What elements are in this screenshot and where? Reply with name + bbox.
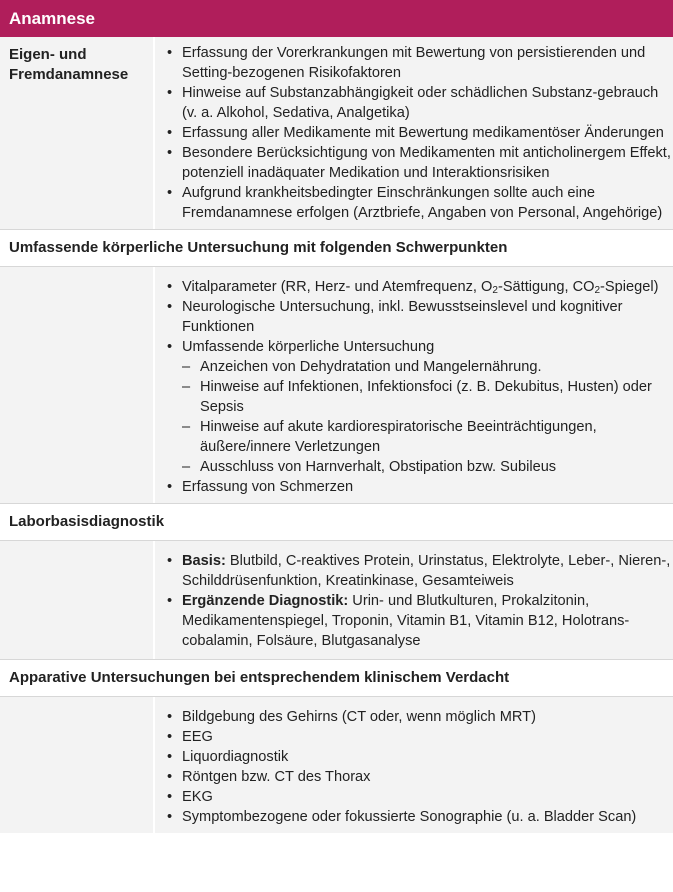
row-content (155, 541, 673, 659)
list-item: • Erfassung von Schmerzen (164, 477, 673, 497)
section-apparativ (0, 697, 673, 833)
section-header-labor: Laborbasisdiagnostik (0, 503, 673, 541)
list-item: • EEG (164, 727, 673, 747)
list-item: • Liquordiagnostik (164, 747, 673, 767)
list-item-ergaenzend: • Ergänzende Diagnostik: Urin- und Blutkulturen, Prokalzitonin, Medikamentenspiegel, Troponin, Vitamin B1, Vitamin B12, Holotrans-cobalamin, Folsäure, Blutgasanalyse (164, 591, 673, 651)
table-title: Anamnese (0, 0, 673, 37)
list-item: • Umfassende körperliche Untersuchung – Anzeichen von Dehydratation und Mangelernährung. – Hinweise auf Infektionen, Infektionsfoci (z. B. Dekubitus, Husten) oder Sepsis – Hinweise auf akute kardiorespiratorische Beeinträchtigungen, äußere/innere Verletzungen – Ausschluss von Harnverhalt, Obstipation bzw. Subileus (164, 337, 673, 477)
list-item: • Besondere Berücksichtigung von Medikamenten mit anticholinergem Effekt, potenziell inadäquater Medikation und Interaktionsrisiken (164, 143, 673, 183)
row-label-empty (0, 267, 155, 503)
sub-list-item: – Ausschluss von Harnverhalt, Obstipation bzw. Subileus (182, 457, 673, 477)
list-item-basis: • Basis: Blutbild, C-reaktives Protein, Urinstatus, Elektrolyte, Leber-, Nieren-, Schilddrüsenfunktion, Kreatinkinase, Gesamteiweis (164, 551, 673, 591)
bullet-list (164, 277, 673, 497)
bullet-list (164, 551, 673, 651)
row-content (155, 697, 673, 833)
section-untersuchung (0, 267, 673, 503)
list-item: • Erfassung aller Medikamente mit Bewertung medikamentöser Änderungen (164, 123, 673, 143)
list-item: • Aufgrund krankheitsbedingter Einschränkungen sollte auch eine Fremdanamnese erfolgen (Arztbriefe, Angaben von Personal, Angehörige) (164, 183, 673, 223)
list-item: • EKG (164, 787, 673, 807)
section-eigen-fremdanamnese (0, 37, 673, 229)
list-item-vitalparameter: • Vitalparameter (RR, Herz- und Atemfrequenz, $O_2$-Sättigung, $CO_2-Spiegel$) (164, 277, 673, 297)
row-content (155, 267, 673, 503)
sub-list-item: – Hinweise auf Infektionen, Infektionsfoci (z. B. Dekubitus, Husten) oder Sepsis (182, 377, 673, 417)
list-item: • Erfassung der Vorerkrankungen mit Bewertung von persistierenden und Setting-bezogenen Risikofaktoren (164, 43, 673, 83)
section-header-untersuchung: Umfassende körperliche Untersuchung mit folgenden Schwerpunkten (0, 229, 673, 267)
row-content (155, 37, 673, 229)
section-labor (0, 541, 673, 659)
section-header-apparativ: Apparative Untersuchungen bei entsprechendem klinischem Verdacht (0, 659, 673, 697)
row-label-empty (0, 541, 155, 659)
list-item: • Bildgebung des Gehirns (CT oder, wenn möglich MRT) (164, 707, 673, 727)
list-item: • Neurologische Untersuchung, inkl. Bewusstseinslevel und kognitiver Funktionen (164, 297, 673, 337)
sub-list-item: – Hinweise auf akute kardiorespiratorische Beeinträchtigungen, äußere/innere Verletzungen (182, 417, 673, 457)
sub-list-item: – Anzeichen von Dehydratation und Mangelernährung. (182, 357, 673, 377)
row-label: Eigen- und Fremdanamnese (0, 37, 155, 229)
list-item: • Hinweise auf Substanzabhängigkeit oder schädlichen Substanz-gebrauch (v. a. Alkohol, Sedativa, Analgetika) (164, 83, 673, 123)
list-item: • Symptombezogene oder fokussierte Sonographie (u. a. Bladder Scan) (164, 807, 673, 827)
dash-list (182, 357, 673, 477)
bullet-list (164, 707, 673, 827)
bullet-list (164, 43, 673, 223)
row-label-empty (0, 697, 155, 833)
list-item: • Röntgen bzw. CT des Thorax (164, 767, 673, 787)
